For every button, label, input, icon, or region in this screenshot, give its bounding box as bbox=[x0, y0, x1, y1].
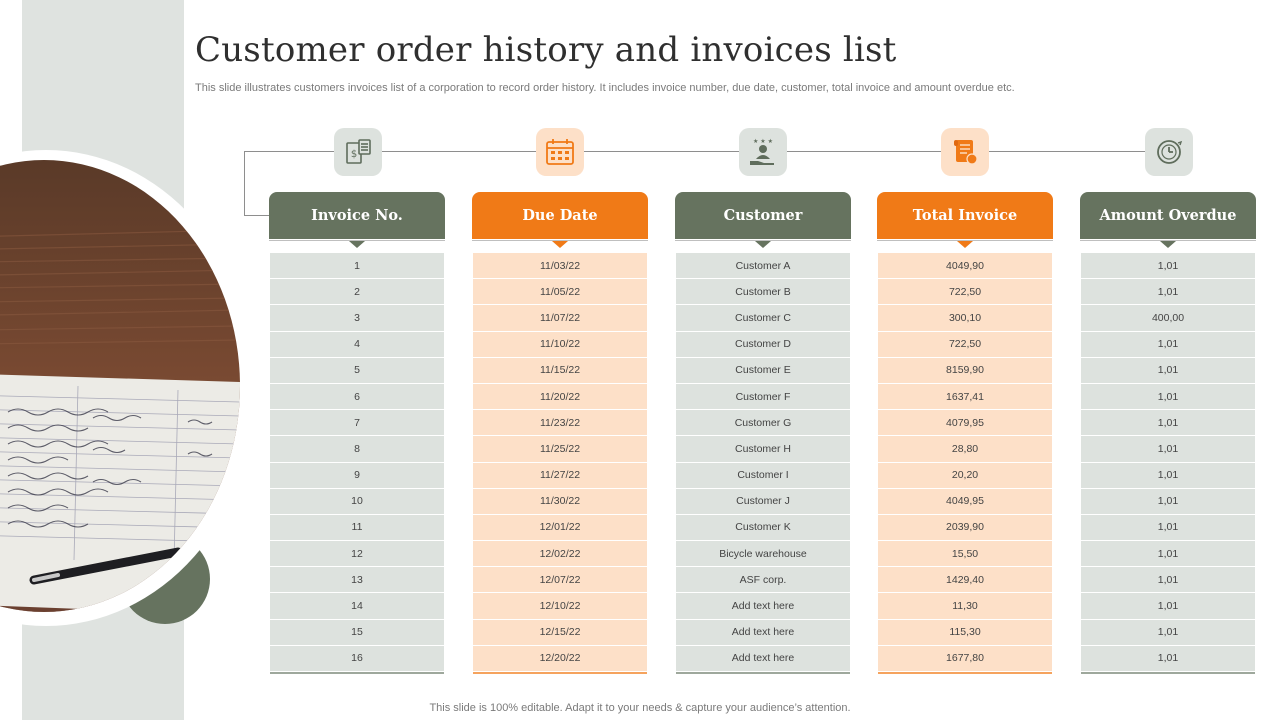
table-cell: 1,01 bbox=[1081, 463, 1255, 489]
column-header: Invoice No. bbox=[269, 192, 445, 239]
table-cell: 15 bbox=[270, 620, 444, 646]
page-subtitle: This slide illustrates customers invoices list of a corporation to record order history. It includes invoice number, due date, customer, total invoice and amount overdue etc. bbox=[195, 82, 1015, 94]
column-rows bbox=[473, 253, 647, 674]
table-cell: 11/30/22 bbox=[473, 489, 647, 515]
table-cell: Customer D bbox=[676, 332, 850, 358]
column-rows bbox=[270, 253, 444, 674]
column-total-invoice bbox=[877, 192, 1053, 674]
table-cell: 1,01 bbox=[1081, 279, 1255, 305]
table-cell: 1,01 bbox=[1081, 410, 1255, 436]
column-rows bbox=[676, 253, 850, 674]
table-cell: 1429,40 bbox=[878, 567, 1052, 593]
table-cell: 12/02/22 bbox=[473, 541, 647, 567]
svg-text:★ ★ ★: ★ ★ ★ bbox=[753, 138, 773, 145]
table-cell: 12/07/22 bbox=[473, 567, 647, 593]
table-cell: Customer H bbox=[676, 436, 850, 462]
table-cell: 11,30 bbox=[878, 593, 1052, 619]
overdue-clock-icon bbox=[1145, 128, 1193, 176]
table-cell: 300,10 bbox=[878, 305, 1052, 331]
table-cell: Customer B bbox=[676, 279, 850, 305]
table-cell: 7 bbox=[270, 410, 444, 436]
connector-line bbox=[244, 215, 270, 216]
table-cell: Customer G bbox=[676, 410, 850, 436]
table-cell: Customer K bbox=[676, 515, 850, 541]
column-rows bbox=[1081, 253, 1255, 674]
table-cell: Customer I bbox=[676, 463, 850, 489]
table-cell: 11/25/22 bbox=[473, 436, 647, 462]
table-cell: Add text here bbox=[676, 593, 850, 619]
header-pointer bbox=[349, 241, 365, 248]
column-customer bbox=[675, 192, 851, 674]
table-cell: Customer J bbox=[676, 489, 850, 515]
table-cell: 1,01 bbox=[1081, 358, 1255, 384]
table-cell: 8 bbox=[270, 436, 444, 462]
table-cell: 5 bbox=[270, 358, 444, 384]
table-cell: 400,00 bbox=[1081, 305, 1255, 331]
column-amount-overdue bbox=[1080, 192, 1256, 674]
table-cell: Add text here bbox=[676, 646, 850, 672]
header-pointer bbox=[552, 241, 568, 248]
header-pointer bbox=[957, 241, 973, 248]
table-cell: 12/10/22 bbox=[473, 593, 647, 619]
receipt-scroll-icon bbox=[941, 128, 989, 176]
column-header: Customer bbox=[675, 192, 851, 239]
table-cell: 11/10/22 bbox=[473, 332, 647, 358]
table-cell: 11/15/22 bbox=[473, 358, 647, 384]
table-cell: 1,01 bbox=[1081, 253, 1255, 279]
table-cell: 9 bbox=[270, 463, 444, 489]
table-cell: 11/05/22 bbox=[473, 279, 647, 305]
table-cell: 15,50 bbox=[878, 541, 1052, 567]
table-cell: 1677,80 bbox=[878, 646, 1052, 672]
table-cell: 1,01 bbox=[1081, 593, 1255, 619]
table-cell: 1,01 bbox=[1081, 515, 1255, 541]
table-cell: 11/07/22 bbox=[473, 305, 647, 331]
header-pointer bbox=[755, 241, 771, 248]
table-cell: 1,01 bbox=[1081, 436, 1255, 462]
table-cell: 10 bbox=[270, 489, 444, 515]
table-cell: 3 bbox=[270, 305, 444, 331]
table-cell: 1,01 bbox=[1081, 384, 1255, 410]
header-pointer bbox=[1160, 241, 1176, 248]
table-cell: 4049,90 bbox=[878, 253, 1052, 279]
column-invoice-no bbox=[269, 192, 445, 674]
table-cell: 13 bbox=[270, 567, 444, 593]
table-cell: Bicycle warehouse bbox=[676, 541, 850, 567]
table-cell: 1,01 bbox=[1081, 620, 1255, 646]
table-cell: 1,01 bbox=[1081, 646, 1255, 672]
customer-service-icon bbox=[739, 128, 787, 176]
table-cell: 14 bbox=[270, 593, 444, 619]
table-cell: 1,01 bbox=[1081, 489, 1255, 515]
page-title: Customer order history and invoices list bbox=[195, 30, 897, 70]
table-cell: 4079,95 bbox=[878, 410, 1052, 436]
column-due-date bbox=[472, 192, 648, 674]
table-cell: ASF corp. bbox=[676, 567, 850, 593]
footer-note: This slide is 100% editable. Adapt it to your needs & capture your audience’s attention. bbox=[429, 702, 851, 714]
table-cell: 722,50 bbox=[878, 279, 1052, 305]
column-header: Total Invoice bbox=[877, 192, 1053, 239]
table-cell: 1,01 bbox=[1081, 541, 1255, 567]
table-cell: Add text here bbox=[676, 620, 850, 646]
table-cell: 12/15/22 bbox=[473, 620, 647, 646]
table-cell: Customer C bbox=[676, 305, 850, 331]
table-cell: Customer E bbox=[676, 358, 850, 384]
table-cell: 11/27/22 bbox=[473, 463, 647, 489]
table-cell: 11/23/22 bbox=[473, 410, 647, 436]
svg-text:$: $ bbox=[350, 149, 358, 160]
table-cell: 115,30 bbox=[878, 620, 1052, 646]
table-cell: 11 bbox=[270, 515, 444, 541]
table-cell: 11/03/22 bbox=[473, 253, 647, 279]
table-cell: Customer F bbox=[676, 384, 850, 410]
table-cell: 16 bbox=[270, 646, 444, 672]
connector-line bbox=[244, 151, 245, 216]
table-cell: 1,01 bbox=[1081, 332, 1255, 358]
table-cell: 12/20/22 bbox=[473, 646, 647, 672]
table-cell: 722,50 bbox=[878, 332, 1052, 358]
column-header: Due Date bbox=[472, 192, 648, 239]
table-cell: 6 bbox=[270, 384, 444, 410]
table-cell: 4 bbox=[270, 332, 444, 358]
table-cell: 1 bbox=[270, 253, 444, 279]
table-cell: 12 bbox=[270, 541, 444, 567]
table-cell: 20,20 bbox=[878, 463, 1052, 489]
table-cell: 2039,90 bbox=[878, 515, 1052, 541]
table-cell: 1,01 bbox=[1081, 567, 1255, 593]
table-cell: 11/20/22 bbox=[473, 384, 647, 410]
table-cell: 12/01/22 bbox=[473, 515, 647, 541]
table-cell: 4049,95 bbox=[878, 489, 1052, 515]
table-cell: Customer A bbox=[676, 253, 850, 279]
table-cell: 1637,41 bbox=[878, 384, 1052, 410]
calendar-icon bbox=[536, 128, 584, 176]
invoice-calculator-icon bbox=[334, 128, 382, 176]
table-cell: 2 bbox=[270, 279, 444, 305]
column-rows bbox=[878, 253, 1052, 674]
table-cell: 28,80 bbox=[878, 436, 1052, 462]
table-cell: 8159,90 bbox=[878, 358, 1052, 384]
column-header: Amount Overdue bbox=[1080, 192, 1256, 239]
